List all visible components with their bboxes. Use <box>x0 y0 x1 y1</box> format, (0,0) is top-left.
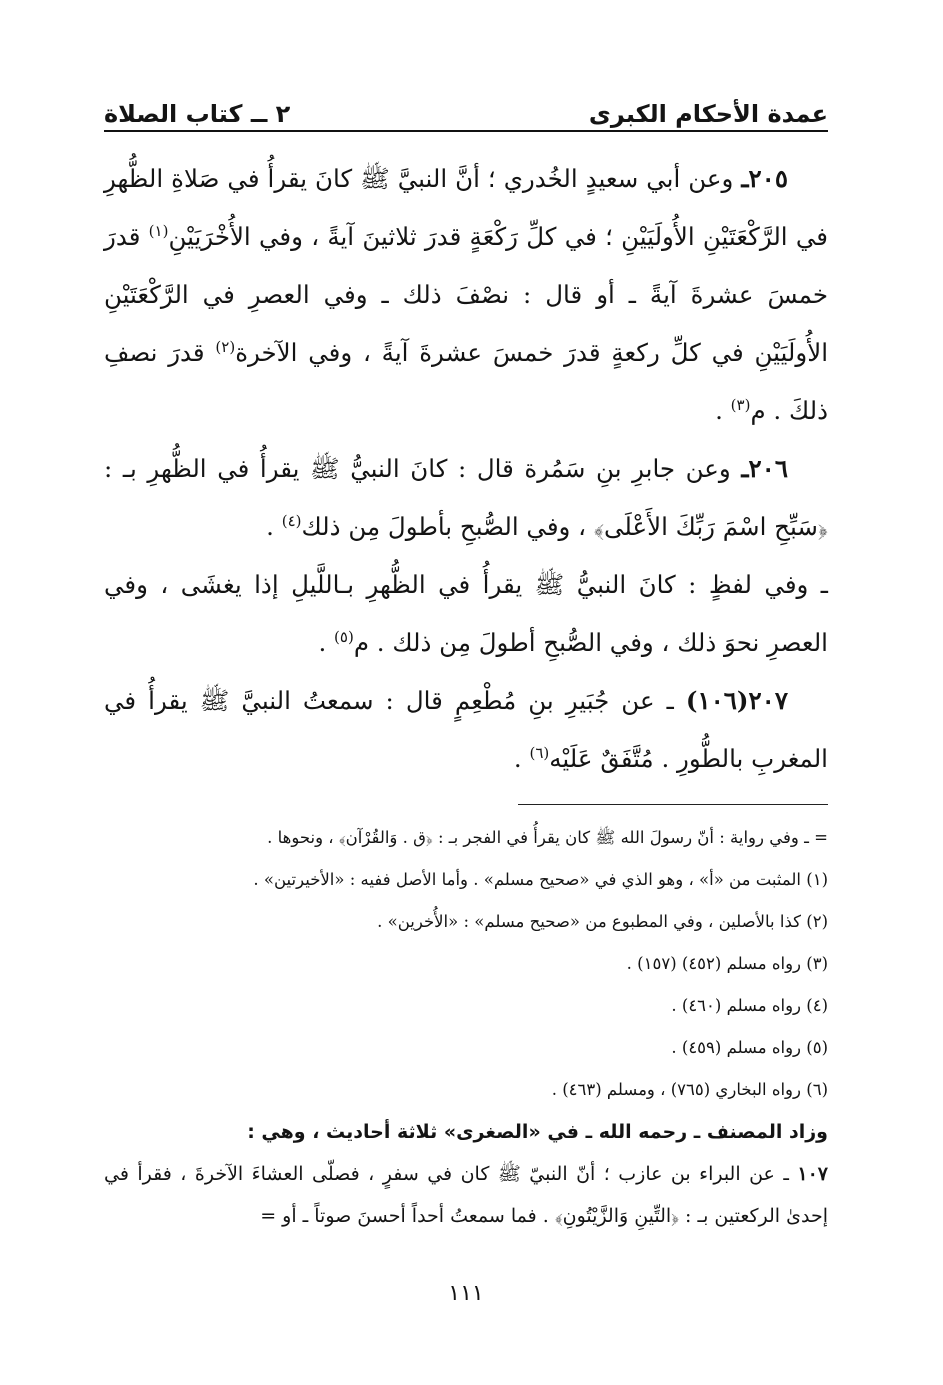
footnote-3: (٣) رواه مسلم (٤٥٢) (١٥٧) . <box>626 954 828 973</box>
footnote-ref-4[interactable]: (٤) <box>281 511 302 530</box>
hadith-207 <box>104 672 828 788</box>
hadith-205 <box>104 150 828 440</box>
book-title: عمدة الأحكام الكبرى <box>588 100 828 128</box>
hadith-text: ـ عن جُبَيرِ بنِ مُطْعِمٍ قال : سمعتُ النبيَّ ﷺ يقرأُ في المغربِ بالطُّورِ . مُتَّفَقٌ عَلَيْه <box>104 686 828 773</box>
footnote-ref-5[interactable]: (٥) <box>334 627 354 646</box>
book-page <box>104 94 829 1306</box>
hadith-text: . <box>513 744 530 773</box>
footnotes <box>104 817 828 1111</box>
footnote-2: (٢) كذا بالأصلين ، وفي المطبوع من «صحيح مسلم» : «الأُخرين» . <box>377 912 828 931</box>
hadith-text: قدرَ نصفِ ذلكَ . م <box>104 338 828 425</box>
footnote-4: (٤) رواه مسلم (٤٦٠) . <box>671 996 828 1015</box>
variant-text: . <box>318 628 335 657</box>
hadith-206 <box>104 440 828 556</box>
footnote-5: (٥) رواه مسلم (٤٥٩) . <box>671 1038 828 1057</box>
hadith-206-variant <box>104 556 828 672</box>
addition-text: ـ عن البراء بن عازب ؛ أنّ النبيّ ﷺ كان في سفرٍ ، فصلّى العشاءَ الآخرةَ ، فقرأ في إحدىٰ الركعتين بـ : ﴿التِّينِ وَالزَّيْتُونِ﴾ . فما سمعتُ أحداً أحسنَ صوتاً ـ أو = <box>104 1163 828 1227</box>
footnote-ref-2[interactable]: (٢) <box>215 337 236 356</box>
hadith-number: ٢٠٥ـ <box>741 164 788 193</box>
footnote-ref-6[interactable]: (٦) <box>529 743 550 762</box>
hadith-number: ٢٠٦ـ <box>741 454 788 483</box>
addition-number: ١٠٧ <box>797 1163 828 1185</box>
addition-heading: وزاد المصنف ـ رحمه الله ـ في «الصغرى» ثلاثة أحاديث ، وهي : <box>247 1121 828 1143</box>
main-text <box>104 150 828 788</box>
hadith-text: . <box>715 396 731 425</box>
hadith-text: وعن أبي سعيدٍ الخُدري ؛ أنَّ النبيَّ ﷺ كانَ يقرأُ في صَلاةِ الظُّهرِ في الرَّكْعَتَيْنِ الأُولَيَيْنِ ؛ في كلِّ رَكْعَةٍ قدرَ ثلاثينَ آيةً ، وفي الأُخْرَيَيْنِ <box>104 164 828 251</box>
running-header <box>104 94 828 132</box>
footnote-ref-3[interactable]: (٣) <box>730 395 751 414</box>
hadith-text: . <box>266 512 282 541</box>
addition-hadith-107 <box>104 1153 828 1237</box>
hadith-number: ٢٠٧(١٠٦) <box>685 686 788 715</box>
hadith-text: وعن جابرِ بنِ سَمُرة قال : كانَ النبيُّ ﷺ يقرأُ في الظُّهرِ بـ : ﴿سَبِّحِ اسْمَ رَبِّكَ الأَعْلَى﴾ ، وفي الصُّبحِ بأطولَ مِن ذلك <box>104 454 828 541</box>
footnote-continuation: = ـ وفي رواية : أنّ رسولَ الله ﷺ كان يقرأُ في الفجر بـ : ﴿ق . وَالقُرْآن﴾ ، ونحوها . <box>267 828 828 847</box>
footnote-ref-1[interactable]: (١) <box>148 221 169 240</box>
footnote-divider <box>518 804 828 805</box>
footnote-1: (١) المثبت من «أ» ، وهو الذي في «صحيح مسلم» . وأما الأصل ففيه : «الأخيرتين» . <box>253 870 828 889</box>
variant-text: ـ وفي لفظٍ : كانَ النبيُّ ﷺ يقرأُ في الظُّهرِ بـاللَّيلِ إذا يغشَى ، وفي العصرِ نحوَ ذلك ، وفي الصُّبحِ أطولَ مِن ذلك . م <box>104 570 828 657</box>
chapter-title: ٢ ــ كتاب الصلاة <box>104 100 291 128</box>
footnote-6: (٦) رواه البخاري (٧٦٥) ، ومسلم (٤٦٣) . <box>551 1080 828 1099</box>
page-number: ١١١ <box>448 1281 484 1306</box>
hadith-text: قدرَ خمسَ عشرةَ آيةً ـ أو قال : نصْفَ ذلك ـ وفي العصرِ في الرَّكْعَتَيْنِ الأُولَيَيْنِ في كلِّ ركعةٍ قدرَ خمسَ عشرةَ آيةً ، وفي الآخرة <box>104 222 829 367</box>
